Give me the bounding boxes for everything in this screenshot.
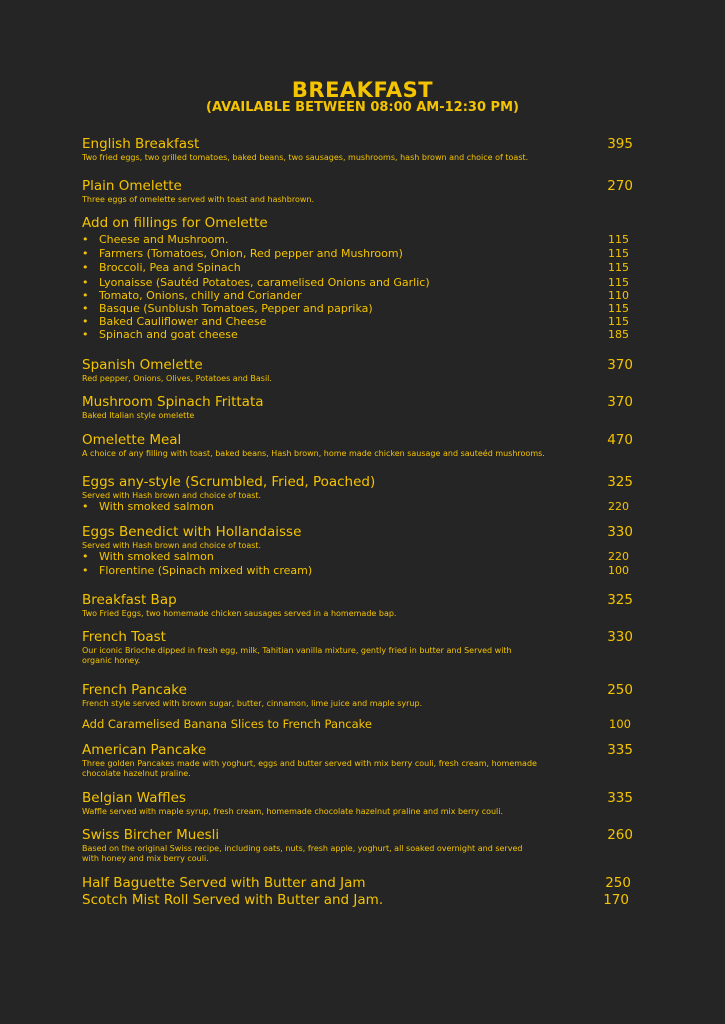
item-description: Red pepper, Onions, Olives, Potatoes and Basil. xyxy=(82,374,272,383)
item-price: 470 xyxy=(607,432,633,448)
item-name: Belgian Waffles xyxy=(82,790,186,806)
item-price: 335 xyxy=(607,742,633,758)
filling-price: 115 xyxy=(608,276,629,289)
item-name: Add Caramelised Banana Slices to French Pancake xyxy=(82,717,372,731)
item-option: • With smoked salmon xyxy=(82,550,214,563)
item-description: Two Fried Eggs, two homemade chicken sausages served in a homemade bap. xyxy=(82,609,397,618)
item-price: 395 xyxy=(607,136,633,152)
item-price: 260 xyxy=(607,827,633,843)
item-name: Add on fillings for Omelette xyxy=(82,215,268,231)
item-name: Half Baguette Served with Butter and Jam xyxy=(82,875,366,891)
item-name: Eggs any-style (Scrumbled, Fried, Poached) xyxy=(82,474,376,490)
item-price: 270 xyxy=(607,178,633,194)
filling-price: 110 xyxy=(608,289,629,302)
filling-price: 115 xyxy=(608,315,629,328)
item-description: Our iconic Brioche dipped in fresh egg, milk, Tahitian vanilla mixture, gently fried in butter and Served with organic honey. xyxy=(82,646,512,665)
filling-option: • Broccoli, Pea and Spinach xyxy=(82,261,241,274)
item-name: Scotch Mist Roll Served with Butter and Jam. xyxy=(82,892,384,908)
item-price: 325 xyxy=(607,474,633,490)
filling-option: • Farmers (Tomatoes, Onion, Red pepper and Mushroom) xyxy=(82,247,403,260)
item-name: English Breakfast xyxy=(82,136,200,152)
item-description: Based on the original Swiss recipe, including oats, nuts, fresh apple, yoghurt, all soaked overnight and served with honey and mix berry couli. xyxy=(82,844,523,863)
filling-price: 115 xyxy=(608,247,629,260)
filling-option: • Tomato, Onions, chilly and Coriander xyxy=(82,289,302,302)
item-price: 370 xyxy=(607,394,633,410)
item-description: Three eggs of omelette served with toast and hashbrown. xyxy=(82,195,314,204)
filling-option: • Lyonaisse (Sautéd Potatoes, caramelised Onions and Garlic) xyxy=(82,276,430,289)
filling-price: 115 xyxy=(608,233,629,246)
item-description: A choice of any filling with toast, baked beans, Hash brown, home made chicken sausage and sauteéd mushrooms. xyxy=(82,449,545,458)
item-name: Mushroom Spinach Frittata xyxy=(82,394,264,410)
option-price: 100 xyxy=(608,564,629,577)
item-price: 330 xyxy=(607,524,633,540)
option-price: 220 xyxy=(608,550,629,563)
item-price: 100 xyxy=(609,717,631,731)
item-name: Eggs Benedict with Hollandaisse xyxy=(82,524,302,540)
item-option: • Florentine (Spinach mixed with cream) xyxy=(82,564,313,577)
filling-option: • Spinach and goat cheese xyxy=(82,328,238,341)
option-price: 220 xyxy=(608,500,629,513)
filling-price: 115 xyxy=(608,261,629,274)
filling-price: 185 xyxy=(608,328,629,341)
filling-option: • Baked Cauliflower and Cheese xyxy=(82,315,267,328)
item-description: Two fried eggs, two grilled tomatoes, baked beans, two sausages, mushrooms, hash brown and choice of toast. xyxy=(82,153,529,162)
item-name: French Toast xyxy=(82,629,166,645)
item-name: Omelette Meal xyxy=(82,432,182,448)
item-description: French style served with brown sugar, butter, cinnamon, lime juice and maple syrup. xyxy=(82,699,423,708)
item-price: 170 xyxy=(603,892,629,908)
menu-subtitle: (AVAILABLE BETWEEN 08:00 AM-12:30 PM) xyxy=(206,100,519,115)
filling-option: • Basque (Sunblush Tomatoes, Pepper and paprika) xyxy=(82,302,373,315)
menu-title: BREAKFAST xyxy=(291,78,434,102)
item-price: 335 xyxy=(607,790,633,806)
item-name: Swiss Bircher Muesli xyxy=(82,827,220,843)
filling-price: 115 xyxy=(608,302,629,315)
item-price: 250 xyxy=(605,875,631,891)
item-description: Waffle served with maple syrup, fresh cream, homemade chocolate hazelnut praline and mix berry couli. xyxy=(82,807,504,816)
item-name: Plain Omelette xyxy=(82,178,182,194)
item-price: 370 xyxy=(607,357,633,373)
filling-option: • Cheese and Mushroom. xyxy=(82,233,229,246)
item-description: Served with Hash brown and choice of toast. xyxy=(82,491,262,500)
item-name: American Pancake xyxy=(82,742,207,758)
item-name: French Pancake xyxy=(82,682,187,698)
item-description: Baked Italian style omelette xyxy=(82,411,195,420)
item-option: • With smoked salmon xyxy=(82,500,214,513)
item-name: Spanish Omelette xyxy=(82,357,203,373)
item-price: 330 xyxy=(607,629,633,645)
item-price: 325 xyxy=(607,592,633,608)
item-price: 250 xyxy=(607,682,633,698)
item-description: Three golden Pancakes made with yoghurt, eggs and butter served with mix berry couli, fresh cream, homemade chocolate hazelnut praline. xyxy=(82,759,537,778)
item-description: Served with Hash brown and choice of toast. xyxy=(82,541,262,550)
item-name: Breakfast Bap xyxy=(82,592,177,608)
